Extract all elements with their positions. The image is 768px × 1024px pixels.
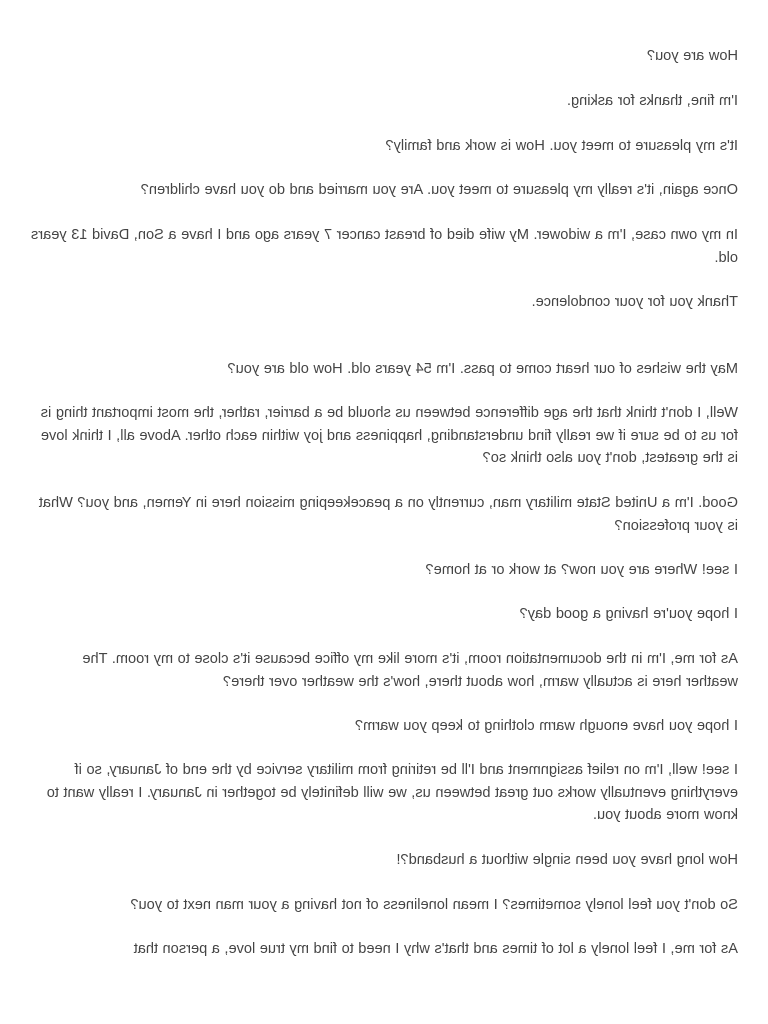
paragraph: Thank you for your condolence. <box>531 294 738 310</box>
paragraph: As for me, I feel lonely a lot of times and that's why I need to find my true love, a person that <box>133 941 738 957</box>
paragraph: I hope you're having a good day? <box>519 606 738 622</box>
paragraph: May the wishes of our heart come to pass. I'm 54 years old. How old are you? <box>227 361 738 377</box>
paragraph: I hope you have enough warm clothing to keep you warm? <box>354 718 738 734</box>
paragraph: I see! well, I'm on relief assignment and I'll be retiring from military service by the end of January, so if everything eventually works out great between us, we will definitely be together in January. I really want to know more about you. <box>46 762 738 823</box>
paragraph: Good. I'm a United State military man, currently on a peacekeeping mission here in Yemen, and you? What is your profession? <box>38 495 738 534</box>
paragraph: How long have you been single without a husband?! <box>396 852 738 868</box>
paragraph: So don't you feel lonely sometimes? I mean loneliness of not having a your man next to you? <box>130 897 738 913</box>
paragraph: In my own case, I'm a widower. My wife died of breast cancer 7 years ago and I have a Son, David 13 years old. <box>30 227 738 266</box>
paragraph: I'm fine, thanks for asking. <box>566 93 738 109</box>
paragraph: Once again, it's really my pleasure to meet you. Are you married and do you have children? <box>140 182 738 198</box>
paragraph: It's my pleasure to meet you. How is work and family? <box>385 138 738 154</box>
paragraph: How are you? <box>646 48 738 64</box>
paragraph: Well, I don't think that the age difference between us should be a barrier, rather, the most important thing is for us to be sure if we really find understanding, happiness and joy within each other. Above all, I think love is the greatest, don't you also think so? <box>40 405 738 466</box>
paragraph: As for me, I'm in the documentation room, it's more like my office because it's close to my room. The weather here is actually warm, how about there, how's the weather over there? <box>82 651 738 690</box>
paragraph: I see! Where are you now? at work or at home? <box>425 562 738 578</box>
